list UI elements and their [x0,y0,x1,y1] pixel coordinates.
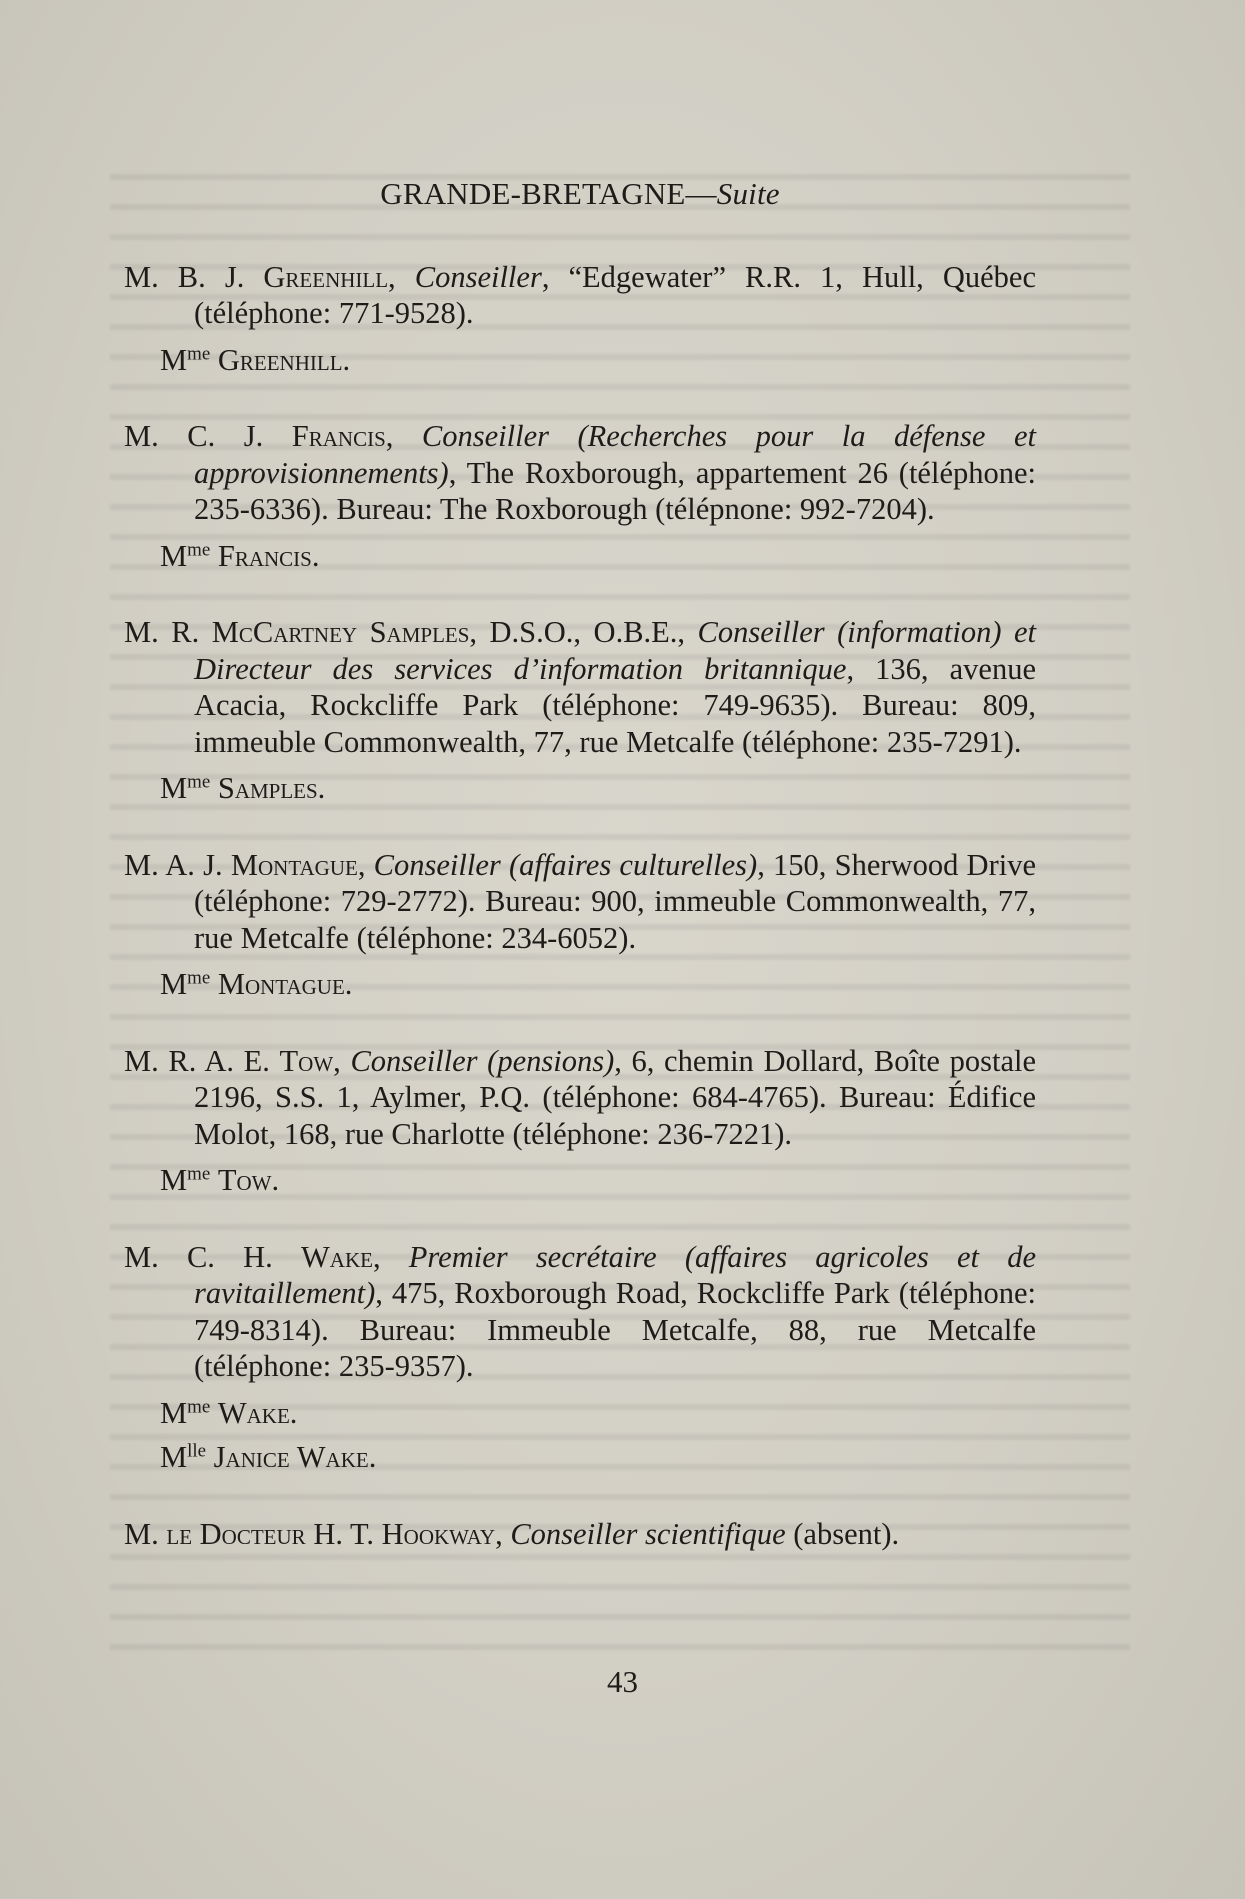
entry-francis: M. C. J. Francis, Conseiller (Recherches pour la défense et approvisionnements), The Roxborough, appartement 26 (téléphone: 235-6336). Bureau: The Roxborough (télépnone: 992-7204). [124,419,1036,526]
entry-honours: , D.S.O., O.B.E., [469,615,698,649]
entry-prefix: M. [124,1516,167,1551]
entry-prefix: M. R. [124,615,212,649]
entry-initials: H. T. [305,1516,382,1551]
heading-title: GRANDE-BRETAGNE— [380,176,717,211]
entry-name-surname: Hookway [381,1516,496,1551]
spouse-line [160,1395,1036,1432]
spouse-sup: me [187,771,211,793]
entry-name: McCartney Samples [211,615,470,649]
spouse-abbr: M [160,342,188,377]
spouse-abbr: M [160,1163,188,1197]
entry-prefix: M. B. J. [124,259,264,294]
entry-title: Conseiller (affaires culturelles) [373,847,758,882]
entry-title: Conseiller (Recherches pour la défense et approvisionnements) [194,419,1036,490]
page-content [124,176,1036,1592]
entry-montague: M. A. J. Montague, Conseiller (affaires culturelles), 150, Sherwood Drive (téléphone: 729-2772). Bureau: 900, immeuble Commonwealth, 77, rue Metcalfe (téléphone: 234-6052). [124,847,1037,955]
entry-prefix: M. A. J. [124,847,231,882]
spouse-name: Tow. [217,1163,280,1197]
spouse-abbr: M [160,1395,188,1430]
spouse-line [160,770,1036,807]
entry-title: Premier secrétaire (affaires agricoles et de ravitaillement) [194,1239,1037,1310]
entry-name: Wake [301,1239,373,1274]
entry-samples [124,614,1036,760]
entry-details: (absent). [785,1516,900,1551]
spouse-abbr: M [160,538,188,573]
entry-details: , The Roxborough, appartement 26 (téléphone: 235-6336). Bureau: The Roxborough (télépnone: 992-7204). [194,455,1036,526]
entry-details: , “Edgewater” R.R. 1, Hull, Québec (téléphone: 771-9528). [194,259,1036,330]
spouse-sup: me [187,1163,211,1185]
entry-hookway: M. le Docteur H. T. Hookway, Conseiller scientifique (absent). [124,1516,900,1551]
entry-details: , 475, Roxborough Road, Rockcliffe Park (téléphone: 749-8314). Bureau: Immeuble Metcalfe, 88, rue Metcalfe (téléphone: 235-9357). [194,1276,1036,1383]
spouse-line [160,966,1036,1003]
spouse-line [160,1162,1036,1199]
entry-name: Greenhill [263,259,389,294]
page-number: 43 [607,1664,638,1699]
entry-name: Francis [291,419,386,453]
entry-tow: M. R. A. E. Tow, Conseiller (pensions), 6, chemin Dollard, Boîte postale 2196, S.S. 1, Aylmer, P.Q. (téléphone: 684-4765). Bureau: Édifice Molot, 168, rue Charlotte (téléphone: 236-7221). [124,1043,1037,1151]
entry-prefix: M. C. J. [124,419,292,453]
page-heading [124,176,1036,213]
entry-name: Montague [230,847,358,882]
spouse-name: Samples. [217,771,326,805]
spouse-name: Greenhill. [217,342,351,377]
entry-wake: M. C. H. Wake, Premier secrétaire (affaires agricoles et de ravitaillement), 475, Roxborough Road, Rockcliffe Park (téléphone: 749-8314). Bureau: Immeuble Metcalfe, 88, rue Metcalfe (téléphone: 235-9357). [124,1239,1037,1383]
spouse-abbr: M [160,1440,188,1474]
entry-title: Conseiller (pensions) [350,1043,615,1078]
spouse-line [160,1439,1036,1476]
spouse-sup: me [187,967,211,989]
entry-prefix: M. C. H. [124,1239,301,1274]
spouse-name: Wake. [217,1395,298,1430]
spouse-name: Francis. [217,538,320,573]
spouse-sup: me [187,1396,211,1418]
spouse-line [160,342,1036,379]
spouse-abbr: M [160,771,188,805]
spouse-name: Janice Wake. [213,1440,377,1474]
spouse-sup: me [187,343,211,365]
entry-prefix: M. R. A. E. [124,1043,280,1078]
entry-title: Conseiller [414,259,542,294]
heading-suite: Suite [716,176,780,211]
entry-name: le Docteur [166,1516,306,1551]
entry-title: Conseiller scientifique [510,1516,786,1551]
spouse-sup: lle [187,1440,207,1462]
entry-details: , 6, chemin Dollard, Boîte postale 2196, S.S. 1, Aylmer, P.Q. (téléphone: 684-4765). Bureau: Édifice Molot, 168, rue Charlotte (téléphone: 236-7221). [194,1043,1037,1151]
entry-greenhill: M. B. J. Greenhill, Conseiller, “Edgewater” R.R. 1, Hull, Québec (téléphone: 771-9528). [124,259,1036,330]
entry-name: Tow [279,1043,334,1078]
entry-details: , 150, Sherwood Drive (téléphone: 729-2772). Bureau: 900, immeuble Commonwealth, 77, rue Metcalfe (téléphone: 234-6052). [194,847,1037,955]
spouse-line [160,538,1036,575]
spouse-sup: me [187,539,211,561]
entry-title: Conseiller (information) et Directeur des services d’information britannique [194,615,1036,686]
spouse-abbr: M [160,967,188,1001]
spouse-name: Montague. [217,967,353,1001]
entry-details: , 136, avenue Acacia, Rockcliffe Park (téléphone: 749-9635). Bureau: 809, immeuble Commonwealth, 77, rue Metcalfe (téléphone: 235-7291). [194,651,1036,759]
